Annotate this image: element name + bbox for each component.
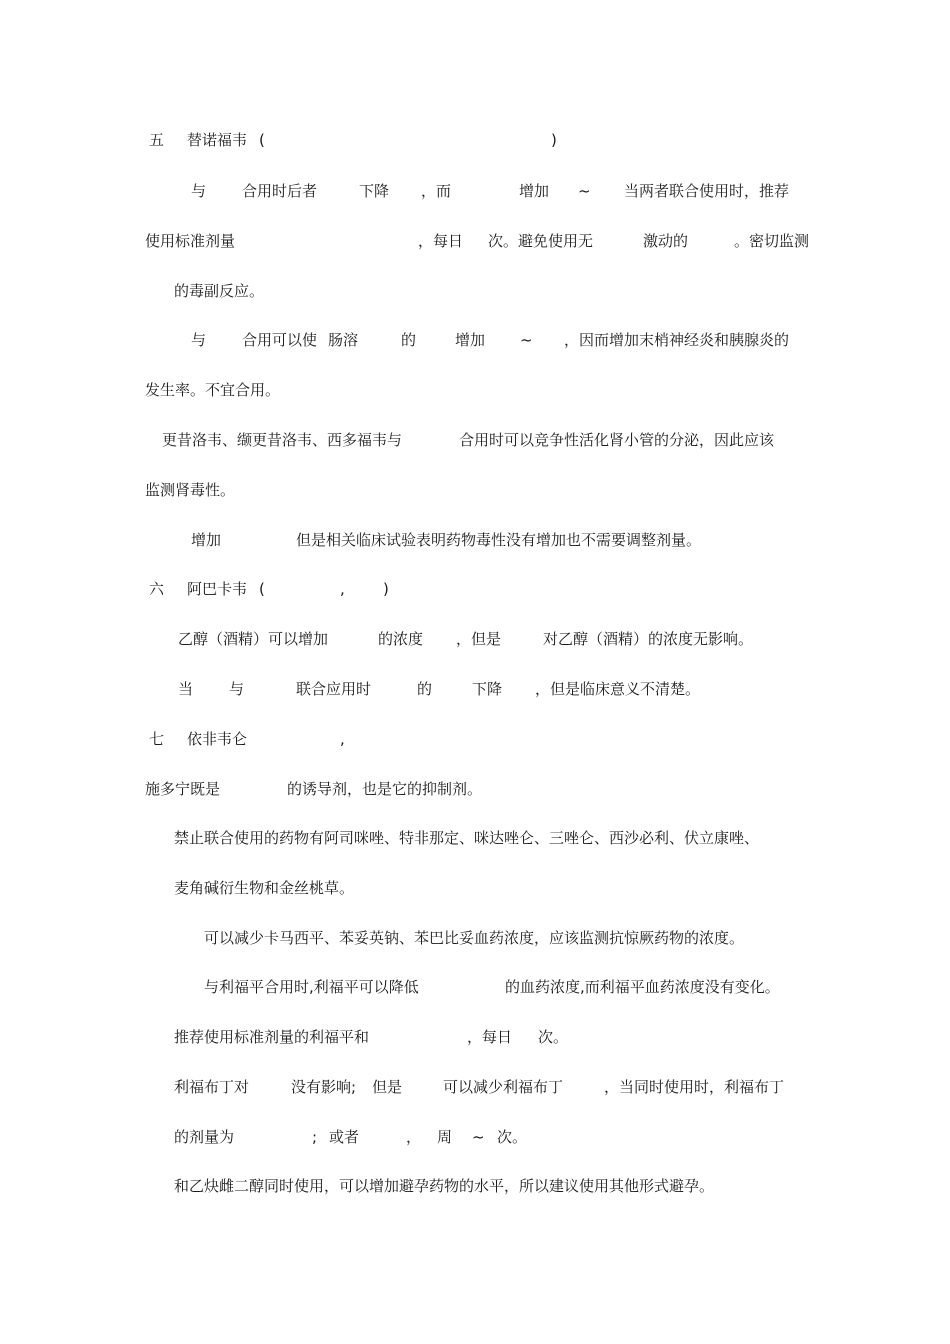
paragraph-line [0, 677, 950, 701]
comma: , [340, 730, 345, 748]
section-number: 七 [149, 730, 165, 748]
text-segment: 乙醇（酒精）可以增加 [178, 630, 329, 648]
text-segment: ，每日 [467, 1028, 513, 1046]
text-segment: 或者 [329, 1128, 360, 1146]
text-segment: ，每日 [418, 232, 464, 250]
text-segment: ~ [472, 1128, 485, 1146]
text-segment: 使用标准剂量 [145, 232, 236, 250]
text-segment: 的浓度 [378, 630, 424, 648]
text-segment: 和乙炔雌二醇同时使用，可以增加避孕药物的水平，所以建议使用其他形式避孕。 [174, 1177, 715, 1195]
text-segment: 与 [191, 182, 207, 200]
paragraph-line [0, 876, 950, 900]
paragraph-line [0, 179, 950, 203]
text-segment: ，但是临床意义不清楚。 [535, 680, 701, 698]
text-segment: 激动的 [643, 232, 689, 250]
text-segment: 联合应用时 [296, 680, 372, 698]
text-segment: 合用可以使 [242, 331, 318, 349]
text-segment: 的 [417, 680, 433, 698]
text-segment: 禁止联合使用的药物有阿司咪唑、特非那定、咪达唑仑、三唑仑、西沙必利、伏立康唑、 [174, 829, 760, 847]
text-segment: 合用时可以竞争性活化肾小管的分泌，因此应该 [459, 431, 775, 449]
text-segment: 与 [191, 331, 207, 349]
text-segment: 增加 [519, 182, 550, 200]
text-segment: 麦角碱衍生物和金丝桃草。 [174, 879, 355, 897]
paragraph-line [0, 328, 950, 352]
paragraph-line [0, 777, 950, 801]
text-segment: 合用时后者 [242, 182, 318, 200]
section-heading-5 [0, 128, 950, 152]
text-segment: 当两者联合使用时，推荐 [624, 182, 790, 200]
text-segment: ; [312, 1128, 318, 1146]
text-segment: 的 [401, 331, 417, 349]
text-segment: 但是 [372, 1078, 403, 1096]
text-segment: 的血药浓度,而利福平血药浓度没有变化。 [505, 978, 780, 996]
text-segment: 。密切监测 [734, 232, 810, 250]
text-segment: ，但是 [456, 630, 502, 648]
text-segment: 的诱导剂，也是它的抑制剂。 [287, 780, 483, 798]
paragraph-line [0, 1075, 950, 1099]
text-segment: ，当同时使用时，利福布丁 [604, 1078, 785, 1096]
text-segment: 发生率。不宜合用。 [145, 381, 281, 399]
paragraph-line [0, 478, 950, 502]
paren-open: ( [259, 580, 265, 598]
section-title: 依非韦仑 [187, 730, 248, 748]
section-heading-6 [0, 577, 950, 601]
paragraph-line [0, 926, 950, 950]
paren-open: ( [259, 131, 265, 149]
paragraph-line [0, 1025, 950, 1049]
text-segment: 但是相关临床试验表明药物毒性没有增加也不需要调整剂量。 [296, 531, 702, 549]
text-segment: ~ [520, 331, 533, 349]
section-number: 六 [149, 580, 165, 598]
paragraph-line [0, 627, 950, 651]
comma: , [340, 580, 345, 598]
text-segment: 监测肾毒性。 [145, 481, 236, 499]
paragraph-line [0, 378, 950, 402]
text-segment: 肠溶 [328, 331, 359, 349]
paragraph-line [0, 1125, 950, 1149]
paragraph-line [0, 975, 950, 999]
text-segment: ，因而增加末梢神经炎和胰腺炎的 [564, 331, 790, 349]
paragraph-line [0, 229, 950, 253]
paren-close: ) [551, 131, 557, 149]
text-segment: 没有影响; [291, 1078, 357, 1096]
text-segment: 推荐使用标准剂量的利福平和 [174, 1028, 370, 1046]
paragraph-line [0, 1174, 950, 1198]
paragraph-line [0, 826, 950, 850]
text-segment: 与利福平合用时,利福平可以降低 [204, 978, 419, 996]
text-segment: 次。 [497, 1128, 528, 1146]
paragraph-line [0, 528, 950, 552]
text-segment: 利福布丁对 [174, 1078, 250, 1096]
text-segment: ， [406, 1128, 422, 1146]
text-segment: 施多宁既是 [145, 780, 221, 798]
text-segment: 更昔洛韦、缬更昔洛韦、西多福韦与 [162, 431, 403, 449]
text-segment: 可以减少卡马西平、苯妥英钠、苯巴比妥血药浓度，应该监测抗惊厥药物的浓度。 [204, 929, 745, 947]
text-segment: 周 [437, 1128, 453, 1146]
text-segment: 次。 [538, 1028, 569, 1046]
section-number: 五 [149, 131, 165, 149]
text-segment: ~ [578, 182, 591, 200]
paragraph-line [0, 279, 950, 303]
text-segment: 与 [229, 680, 245, 698]
text-segment: 可以减少利福布丁 [443, 1078, 564, 1096]
text-segment: 对乙醇（酒精）的浓度无影响。 [543, 630, 754, 648]
section-title: 阿巴卡韦 [187, 580, 248, 598]
text-segment: 当 [178, 680, 194, 698]
section-heading-7 [0, 727, 950, 751]
text-segment: 的毒副反应。 [174, 282, 265, 300]
text-segment: 下降 [472, 680, 503, 698]
text-segment: 的剂量为 [174, 1128, 235, 1146]
text-segment: 下降 [359, 182, 390, 200]
paragraph-line [0, 428, 950, 452]
section-title: 替诺福韦 [187, 131, 248, 149]
paren-close: ) [383, 580, 389, 598]
text-segment: 增加 [455, 331, 486, 349]
text-segment: 增加 [191, 531, 222, 549]
text-segment: ，而 [421, 182, 452, 200]
text-segment: 次。避免使用无 [488, 232, 594, 250]
